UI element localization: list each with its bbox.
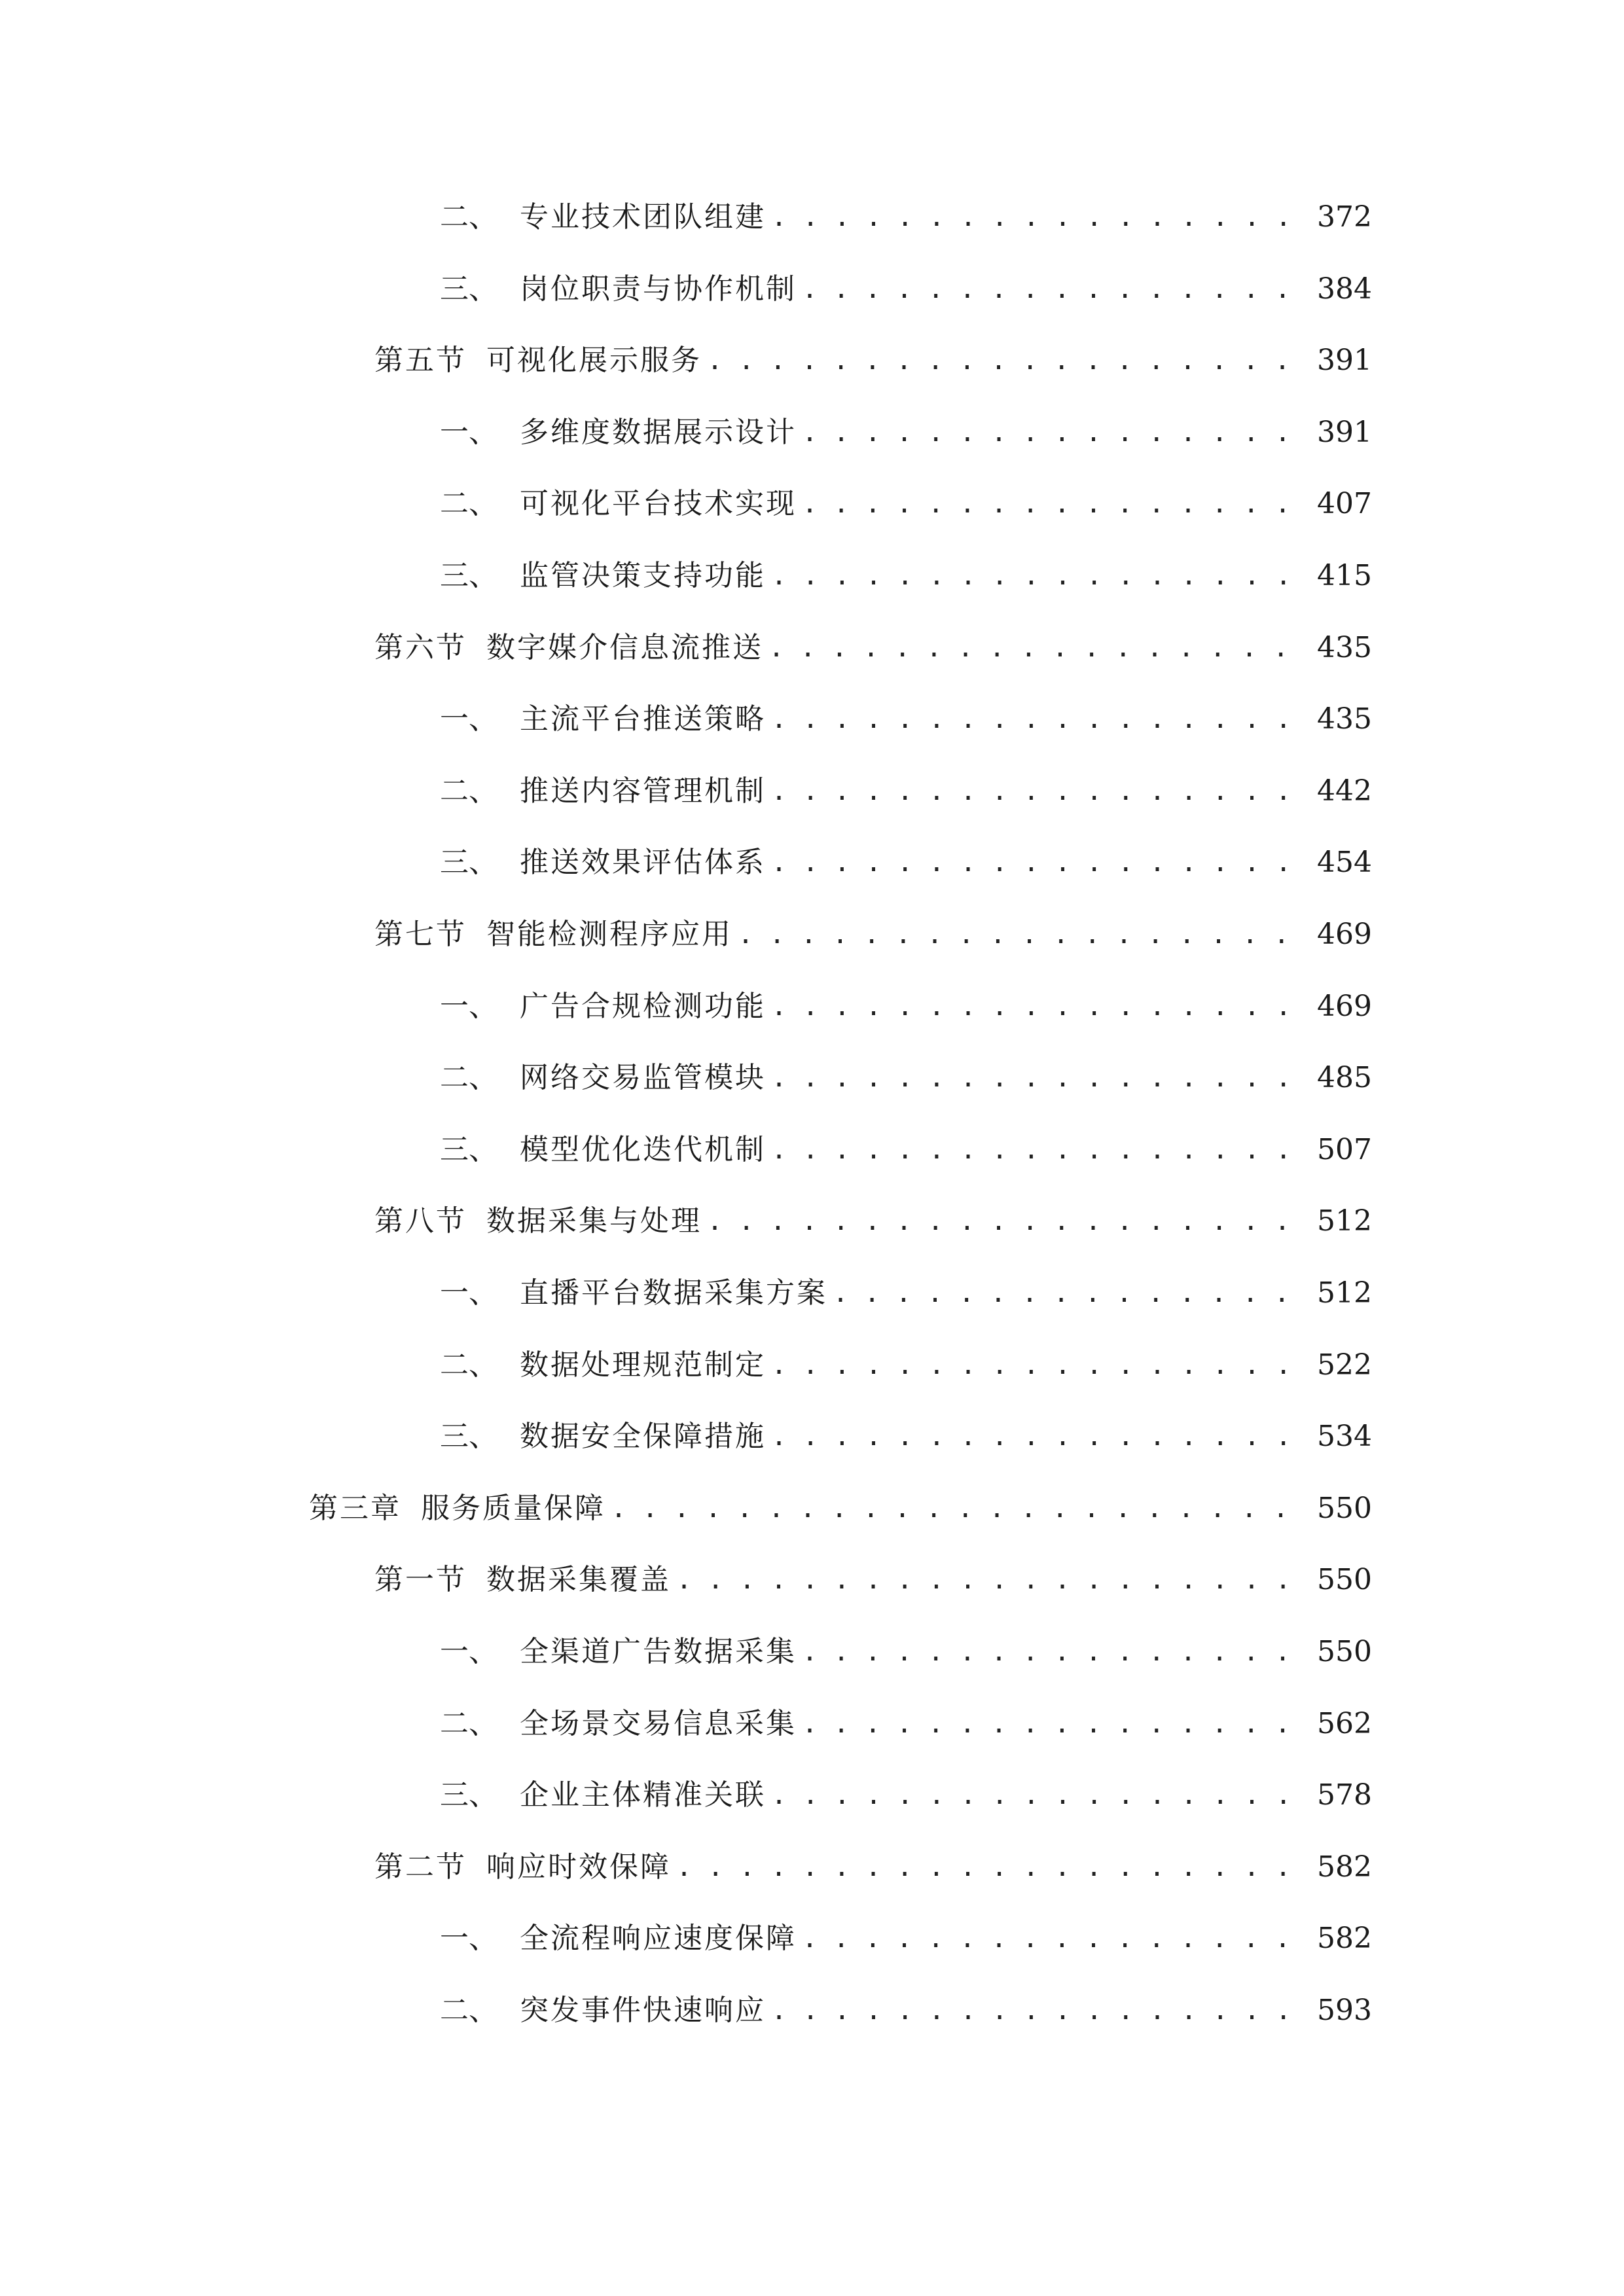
dot-leader [771, 1124, 1308, 1176]
entry-title: 可视化展示服务 [486, 344, 702, 377]
entry-title: 响应时效保障 [486, 1850, 671, 1884]
entry-title: 数字媒介信息流推送 [486, 631, 763, 664]
dot-leader [802, 263, 1308, 315]
page-number: 415 [1317, 559, 1372, 592]
entry-title: 全场景交易信息采集 [520, 1707, 797, 1740]
page-number: 550 [1317, 1492, 1372, 1525]
toc-entry-485[interactable] [440, 1052, 1372, 1104]
toc-entry-391[interactable] [440, 406, 1372, 459]
dot-leader [771, 1769, 1308, 1821]
entry-title: 智能检测程序应用 [486, 918, 732, 951]
dot-leader [771, 765, 1308, 817]
entry-number: 二、 [440, 487, 497, 520]
entry-number: 二、 [440, 1707, 497, 1740]
dot-leader [707, 1195, 1308, 1247]
section-label: 第五节 [374, 344, 467, 377]
toc-entry-435[interactable] [440, 693, 1372, 745]
entry-number: 一、 [440, 1276, 497, 1310]
entry-title: 可视化平台技术实现 [520, 487, 797, 520]
page-number: 469 [1317, 990, 1372, 1023]
toc-entry-384[interactable] [440, 263, 1372, 315]
entry-number: 二、 [440, 200, 497, 234]
dot-leader [771, 191, 1308, 243]
entry-number: 二、 [440, 1994, 497, 2027]
entry-number: 三、 [440, 272, 497, 306]
page-number: 391 [1317, 416, 1372, 449]
page-number: 485 [1317, 1061, 1372, 1094]
toc-section-1[interactable] [374, 1554, 1372, 1606]
section-label: 第一节 [374, 1563, 467, 1596]
page-number: 562 [1317, 1707, 1372, 1740]
toc-entry-415[interactable] [440, 550, 1372, 602]
dot-leader [802, 1912, 1308, 1965]
entry-number: 一、 [440, 1635, 497, 1668]
entry-title: 突发事件快速响应 [520, 1994, 766, 2027]
toc-entry-372[interactable] [440, 191, 1372, 243]
page-number: 534 [1317, 1420, 1372, 1453]
entry-title: 数据采集与处理 [486, 1204, 702, 1238]
entry-title: 全渠道广告数据采集 [520, 1635, 797, 1668]
dot-leader [771, 550, 1308, 602]
page-number: 372 [1317, 200, 1372, 234]
dot-leader [771, 1052, 1308, 1104]
entry-title: 全流程响应速度保障 [520, 1922, 797, 1955]
dot-leader [611, 1482, 1308, 1535]
entry-title: 多维度数据展示设计 [520, 416, 797, 449]
entry-number: 二、 [440, 1061, 497, 1094]
page-number: 507 [1317, 1133, 1372, 1166]
entry-title: 监管决策支持功能 [520, 559, 766, 592]
dot-leader [802, 1698, 1308, 1750]
dot-leader [768, 622, 1308, 674]
page-number: 550 [1317, 1635, 1372, 1668]
page-number: 578 [1317, 1778, 1372, 1812]
dot-leader [802, 478, 1308, 530]
dot-leader [833, 1267, 1308, 1319]
page-number: 391 [1317, 344, 1372, 377]
page-number: 550 [1317, 1563, 1372, 1596]
dot-leader [771, 1984, 1308, 2037]
chapter-label: 第三章 [309, 1492, 401, 1525]
page-number: 407 [1317, 487, 1372, 520]
page-number: 593 [1317, 1994, 1372, 2027]
toc-entry-469[interactable] [440, 980, 1372, 1033]
dot-leader [771, 1339, 1308, 1391]
toc-section-5[interactable] [374, 334, 1372, 387]
entry-number: 二、 [440, 774, 497, 808]
toc-entry-562[interactable] [440, 1698, 1372, 1750]
dot-leader [676, 1841, 1308, 1893]
page-number: 582 [1317, 1850, 1372, 1884]
dot-leader [771, 836, 1308, 889]
section-label: 第二节 [374, 1850, 467, 1884]
entry-title: 数据处理规范制定 [520, 1348, 766, 1382]
entry-title: 广告合规检测功能 [520, 990, 766, 1023]
section-label: 第七节 [374, 918, 467, 951]
page-number: 512 [1317, 1276, 1372, 1310]
entry-number: 一、 [440, 1922, 497, 1955]
entry-title: 服务质量保障 [421, 1492, 605, 1525]
entry-number: 三、 [440, 1778, 497, 1812]
page-number: 435 [1317, 631, 1372, 664]
entry-number: 二、 [440, 1348, 497, 1382]
entry-title: 数据安全保障措施 [520, 1420, 766, 1453]
entry-number: 三、 [440, 559, 497, 592]
page-number: 469 [1317, 918, 1372, 951]
dot-leader [676, 1554, 1308, 1606]
page-number: 384 [1317, 272, 1372, 306]
page-number: 435 [1317, 702, 1372, 736]
section-label: 第八节 [374, 1204, 467, 1238]
entry-number: 三、 [440, 846, 497, 879]
dot-leader [771, 1410, 1308, 1463]
entry-title: 企业主体精准关联 [520, 1778, 766, 1812]
dot-leader [771, 693, 1308, 745]
entry-number: 三、 [440, 1420, 497, 1453]
entry-number: 一、 [440, 702, 497, 736]
entry-title: 岗位职责与协作机制 [520, 272, 797, 306]
entry-number: 三、 [440, 1133, 497, 1166]
toc-section-8[interactable] [374, 1195, 1372, 1247]
page-number: 522 [1317, 1348, 1372, 1382]
dot-leader [771, 980, 1308, 1033]
entry-title: 模型优化迭代机制 [520, 1133, 766, 1166]
page-number: 582 [1317, 1922, 1372, 1955]
dot-leader [802, 406, 1308, 459]
entry-title: 专业技术团队组建 [520, 200, 766, 234]
toc-entry-593[interactable] [440, 1984, 1372, 2037]
entry-number: 一、 [440, 416, 497, 449]
toc-entry-442[interactable] [440, 765, 1372, 817]
toc-entry-582[interactable] [440, 1912, 1372, 1965]
toc-entry-407[interactable] [440, 478, 1372, 530]
section-label: 第六节 [374, 631, 467, 664]
entry-title: 网络交易监管模块 [520, 1061, 766, 1094]
toc-entry-522[interactable] [440, 1339, 1372, 1391]
entry-title: 数据采集覆盖 [486, 1563, 671, 1596]
toc-entry-512[interactable] [440, 1267, 1372, 1319]
entry-title: 直播平台数据采集方案 [520, 1276, 827, 1310]
toc-chapter-3[interactable] [309, 1482, 1372, 1535]
entry-number: 一、 [440, 990, 497, 1023]
dot-leader [738, 908, 1308, 961]
page-number: 512 [1317, 1204, 1372, 1238]
page-number: 442 [1317, 774, 1372, 808]
toc-section-2[interactable] [374, 1841, 1372, 1893]
entry-title: 主流平台推送策略 [520, 702, 766, 736]
toc-entry-550[interactable] [440, 1626, 1372, 1678]
toc-entry-454[interactable] [440, 836, 1372, 889]
toc-section-6[interactable] [374, 622, 1372, 674]
dot-leader [707, 334, 1308, 387]
toc-entry-507[interactable] [440, 1124, 1372, 1176]
page-number: 454 [1317, 846, 1372, 879]
entry-title: 推送效果评估体系 [520, 846, 766, 879]
dot-leader [802, 1626, 1308, 1678]
toc-entry-578[interactable] [440, 1769, 1372, 1821]
toc-section-7[interactable] [374, 908, 1372, 961]
entry-title: 推送内容管理机制 [520, 774, 766, 808]
toc-entry-534[interactable] [440, 1410, 1372, 1463]
